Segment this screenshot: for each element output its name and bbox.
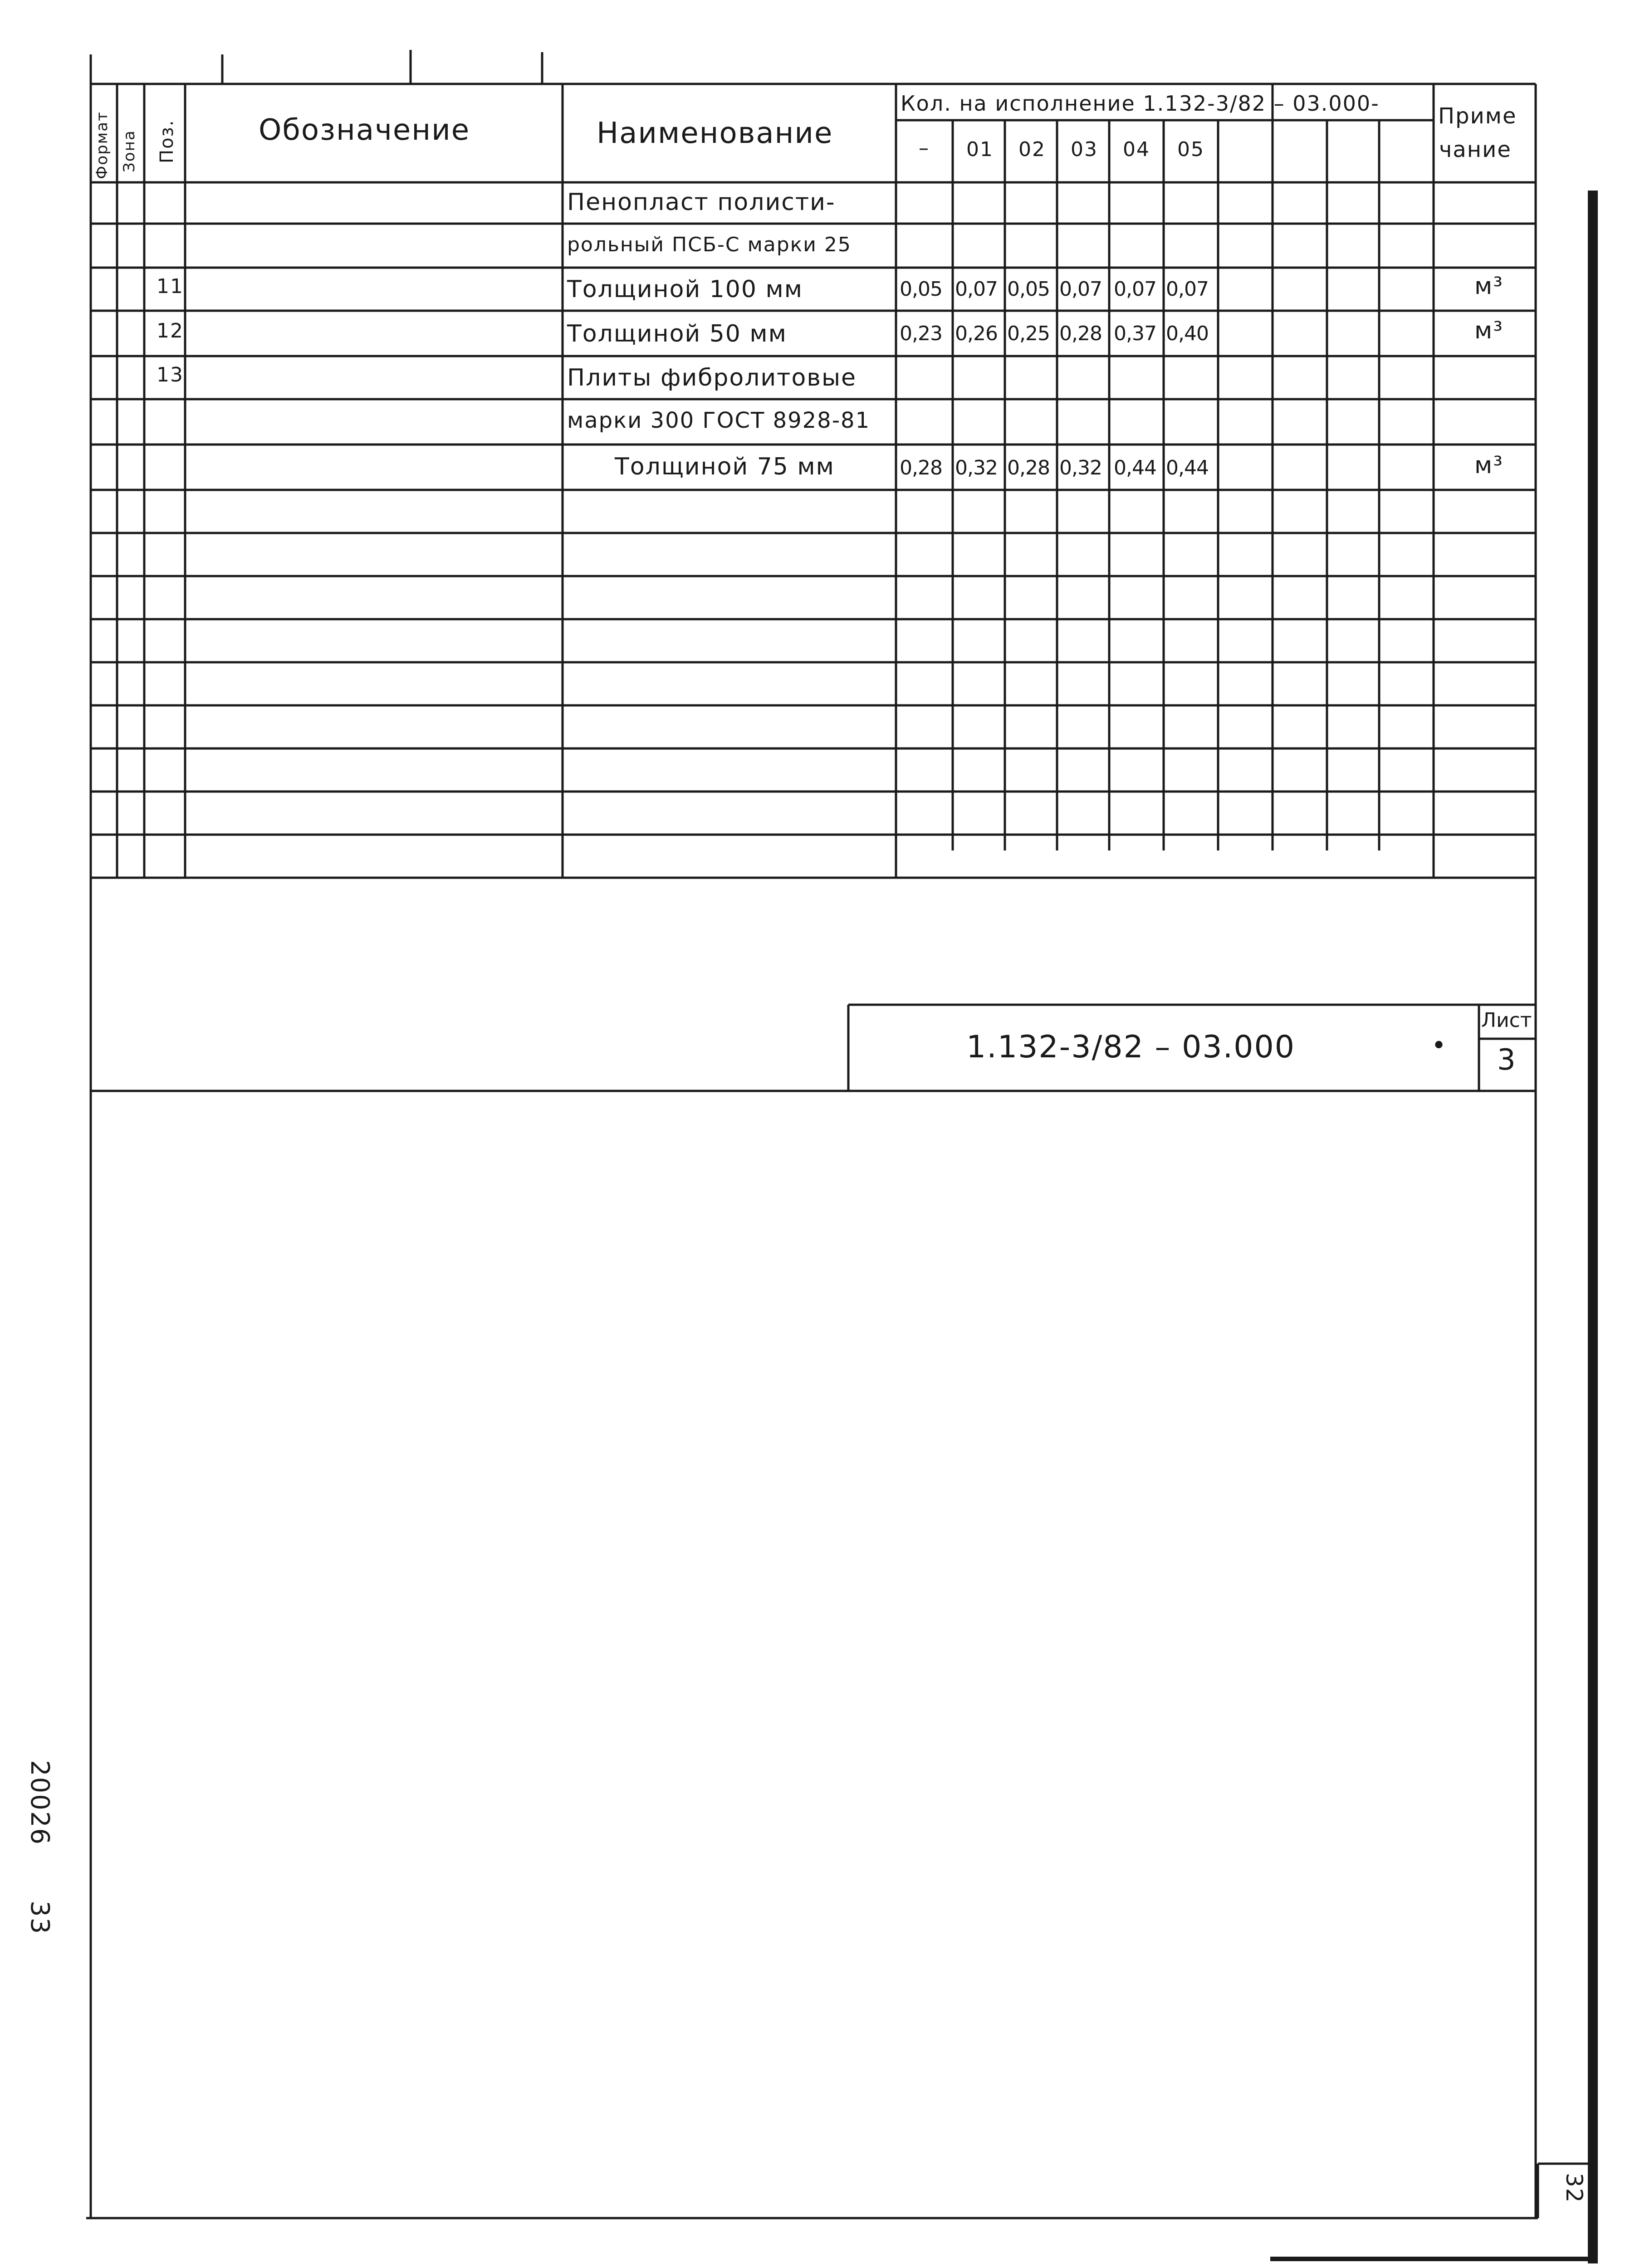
row-value: 0,07: [1166, 278, 1209, 301]
document-number: 1.132-3/82 – 03.000: [966, 1029, 1296, 1065]
row-pos: 13: [157, 363, 184, 386]
row-value: 0,32: [1059, 456, 1102, 479]
row-value: 0,23: [900, 322, 942, 345]
pos-column-header: Поз.: [157, 119, 177, 163]
row-name: Пенопласт полисти-: [567, 189, 836, 216]
row-value: 0,44: [1114, 456, 1156, 479]
row-value: 0,44: [1166, 456, 1209, 479]
row-value: 0,28: [900, 456, 942, 479]
row-name: Плиты фибролитовые: [567, 364, 857, 391]
row-value: 0,32: [955, 456, 998, 479]
sheet-number: 3: [1497, 1043, 1517, 1077]
variant-04-header: 04: [1123, 138, 1150, 161]
row-note: м³: [1474, 317, 1504, 344]
row-name: Толщиной 75 мм: [615, 453, 835, 480]
row-value: 0,07: [955, 278, 998, 301]
variant-02-header: 02: [1018, 138, 1046, 161]
variant-01-header: 01: [966, 138, 994, 161]
row-value: 0,28: [1007, 456, 1050, 479]
row-value: 0,07: [1059, 278, 1102, 301]
row-value: 0,37: [1114, 322, 1156, 345]
format-column-header: Формат: [93, 111, 111, 179]
row-name: рольный ПСБ-С марки 25: [567, 233, 852, 256]
row-value: 0,07: [1114, 278, 1156, 301]
zone-column-header: Зона: [120, 130, 138, 172]
sheet-label: Лист: [1481, 1009, 1532, 1032]
row-value: 0,25: [1007, 322, 1050, 345]
row-value: 0,28: [1059, 322, 1102, 345]
row-value: 0,40: [1166, 322, 1209, 345]
designation-column-header: Обозначение: [259, 113, 470, 147]
variant-base-header: –: [919, 137, 930, 160]
page-number: 32: [1561, 2173, 1587, 2204]
row-value: 0,05: [1007, 278, 1050, 301]
qty-column-header: Кол. на исполнение 1.132-3/82 – 03.000-: [901, 91, 1380, 116]
row-value: 0,05: [900, 278, 942, 301]
inventory-number: 20026: [25, 1760, 54, 1846]
variant-05-header: 05: [1177, 138, 1204, 161]
inventory-page: 33: [25, 1901, 54, 1935]
variant-03-header: 03: [1071, 138, 1098, 161]
row-value: 0,26: [955, 322, 998, 345]
row-pos: 11: [157, 275, 184, 298]
row-note: м³: [1474, 452, 1504, 479]
row-name: марки 300 ГОСТ 8928-81: [567, 408, 871, 433]
row-note: м³: [1474, 273, 1504, 300]
row-name: Толщиной 100 мм: [567, 276, 803, 303]
bullet-mark: •: [1431, 1031, 1447, 1061]
row-name: Толщиной 50 мм: [567, 320, 787, 347]
row-pos: 12: [157, 319, 184, 342]
name-column-header: Наименование: [597, 117, 833, 150]
note-column-header-1: Приме: [1438, 103, 1517, 129]
note-column-header-2: чание: [1439, 137, 1512, 162]
